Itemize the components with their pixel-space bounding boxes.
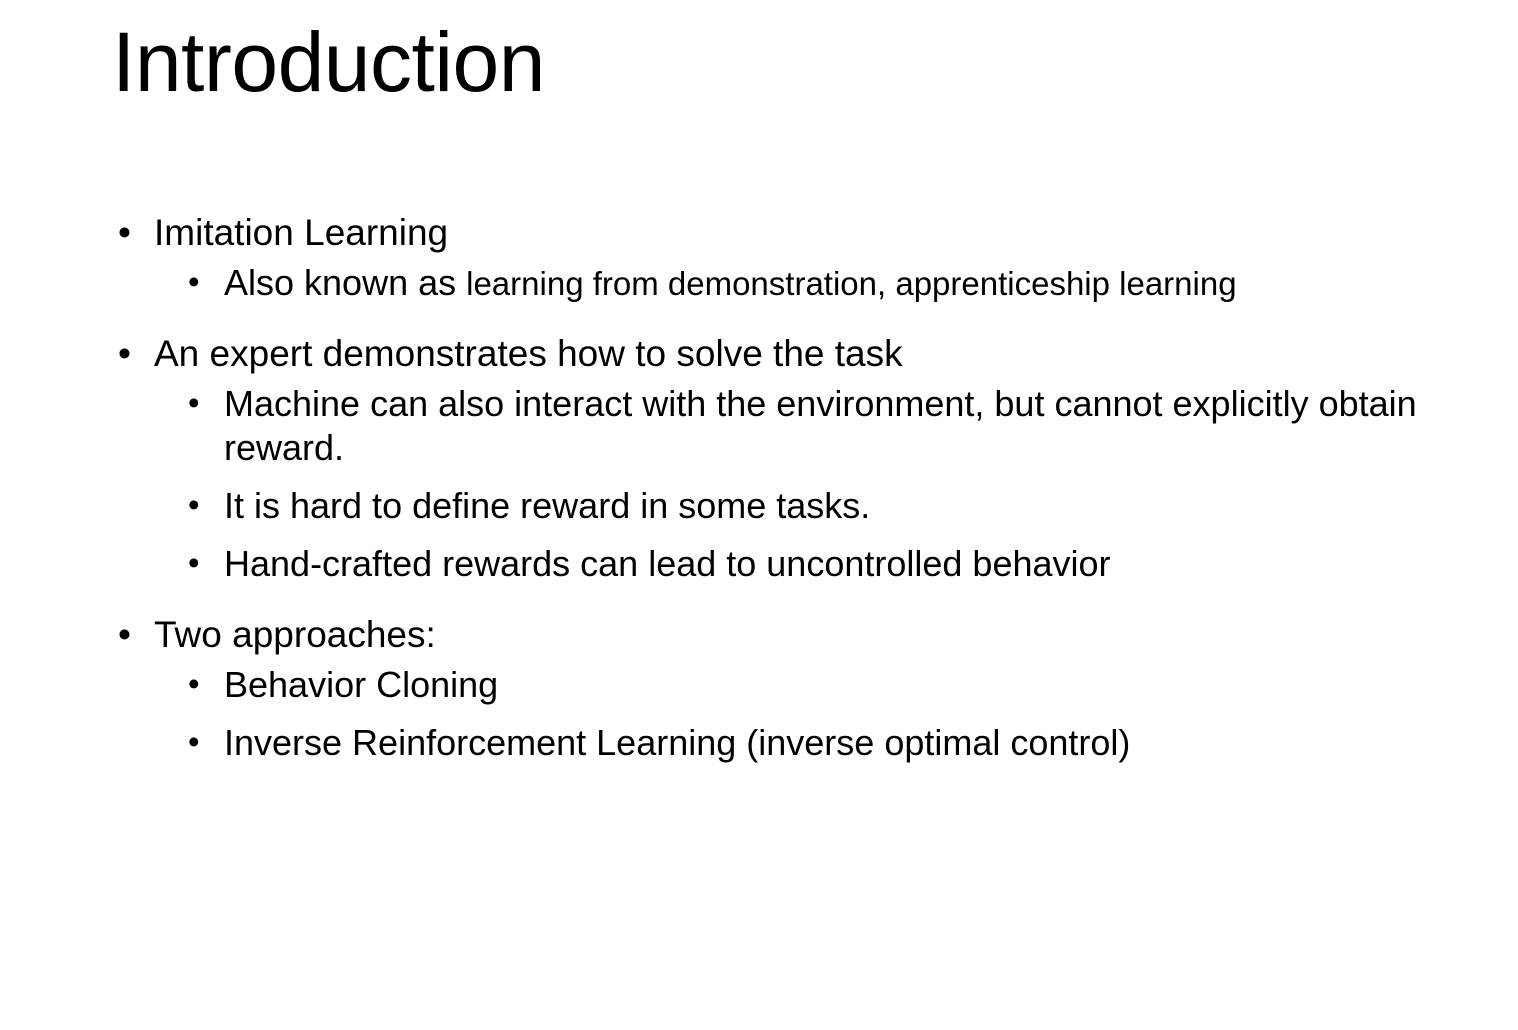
list-item: [110, 382, 1440, 470]
list-item-label: Inverse Reinforcement Learning (inverse optimal control): [224, 721, 1131, 763]
list-item: [110, 612, 1440, 657]
bullet-icon: •: [188, 263, 200, 301]
spacer: [110, 711, 1440, 721]
bullet-icon: •: [118, 212, 131, 253]
bullet-icon: •: [188, 543, 200, 581]
slide-body: [110, 210, 1440, 769]
list-item: [110, 261, 1440, 305]
list-item: [110, 542, 1440, 586]
list-item-label: Also known as: [224, 262, 467, 304]
list-item: [110, 210, 1440, 255]
spacer: [110, 474, 1440, 484]
list-item-label: An expert demonstrates how to solve the task: [154, 333, 903, 375]
list-item-label: It is hard to define reward in some tasks.: [224, 484, 871, 526]
list-item: [110, 721, 1440, 765]
list-item-label: Machine can also interact with the environment, but cannot explicitly obtain reward.: [224, 383, 1417, 469]
list-item-emphasis: learning from demonstration, apprenticeship learning: [466, 265, 1237, 303]
list-item: [110, 331, 1440, 376]
spacer: [110, 590, 1440, 612]
list-item: [110, 663, 1440, 707]
bullet-icon: •: [118, 613, 131, 655]
list-item-label: Two approaches:: [154, 613, 436, 655]
bullet-list: [110, 210, 1440, 765]
list-item-label: Hand-crafted rewards can lead to uncontrolled behavior: [224, 542, 1111, 584]
bullet-icon: •: [188, 384, 200, 422]
bullet-icon: •: [188, 722, 200, 760]
bullet-icon: •: [188, 664, 200, 702]
bullet-icon: •: [188, 485, 200, 523]
bullet-icon: •: [118, 333, 131, 375]
list-item-label: Imitation Learning: [154, 212, 449, 253]
spacer: [110, 309, 1440, 331]
spacer: [110, 532, 1440, 542]
page-title: Introduction: [112, 15, 545, 109]
list-item: [110, 484, 1440, 528]
list-item-label: Behavior Cloning: [224, 663, 499, 705]
